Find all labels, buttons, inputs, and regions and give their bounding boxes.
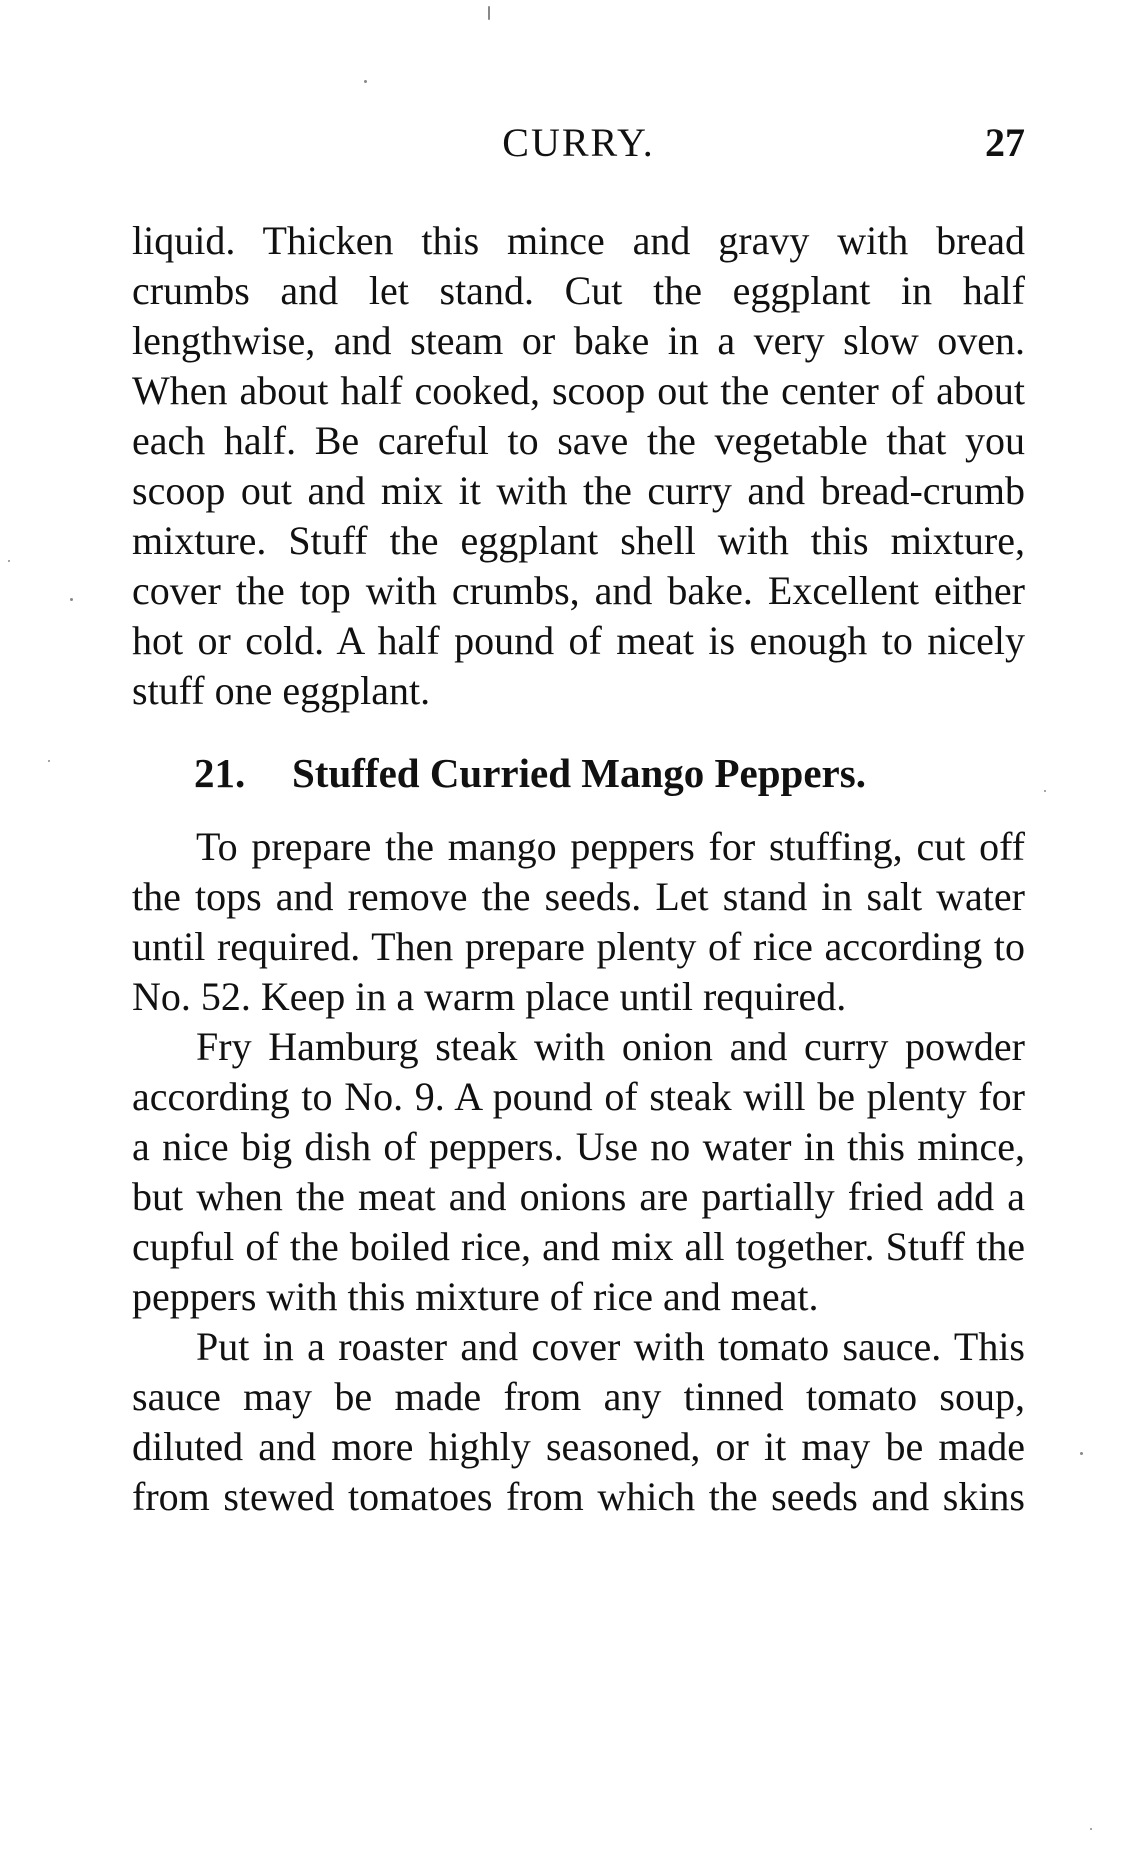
page-header	[132, 118, 1025, 168]
recipe-paragraph: Put in a roaster and cover with tomato sauce. This sauce may be made from any tinned tomato soup, diluted and more highly seasoned, or it may be made from stewed tomatoes from which the seeds and skins	[132, 1324, 1025, 1519]
continued-paragraph: liquid. Thicken this mince and gravy with bread crumbs and let stand. Cut the eggplant in half lengthwise, and steam or bake in a very slow oven. When about half cooked, scoop out the center of about each half. Be careful to save the vegetable that you scoop out and mix it with the curry and bread-crumb mixture. Stuff the eggplant shell with this mixture, cover the top with crumbs, and bake. Excellent either hot or cold. A half pound of meat is enough to nicely stuff one eggplant.	[132, 218, 1025, 713]
recipe-title: Stuffed Curried Mango Peppers.	[292, 750, 866, 796]
page-number: 27	[985, 120, 1025, 165]
paper-speck	[1080, 1452, 1083, 1455]
paper-speck	[8, 560, 10, 562]
recipe-paragraph: To prepare the mango peppers for stuffing, cut off the tops and remove the seeds. Let stand in salt water until required. Then prepare plenty of rice according to No. 52. Keep in a warm place until required.	[132, 824, 1025, 1019]
paper-speck	[48, 760, 50, 762]
recipe-paragraph: Fry Hamburg steak with onion and curry powder according to No. 9. A pound of steak will be plenty for a nice big dish of peppers. Use no water in this mince, but when the meat and onions are partially fried add a cupful of the boiled rice, and mix all together. Stuff the peppers with this mixture of rice and meat.	[132, 1024, 1025, 1319]
paper-speck	[1044, 790, 1046, 792]
paper-speck	[364, 80, 367, 83]
paper-speck	[70, 598, 73, 601]
running-title: CURRY.	[502, 120, 655, 165]
recipe-number: 21.	[194, 750, 246, 796]
paper-speck	[1090, 1828, 1092, 1830]
paper-speck	[488, 6, 490, 20]
recipe-heading	[194, 748, 1025, 798]
page-body	[132, 216, 1025, 1522]
